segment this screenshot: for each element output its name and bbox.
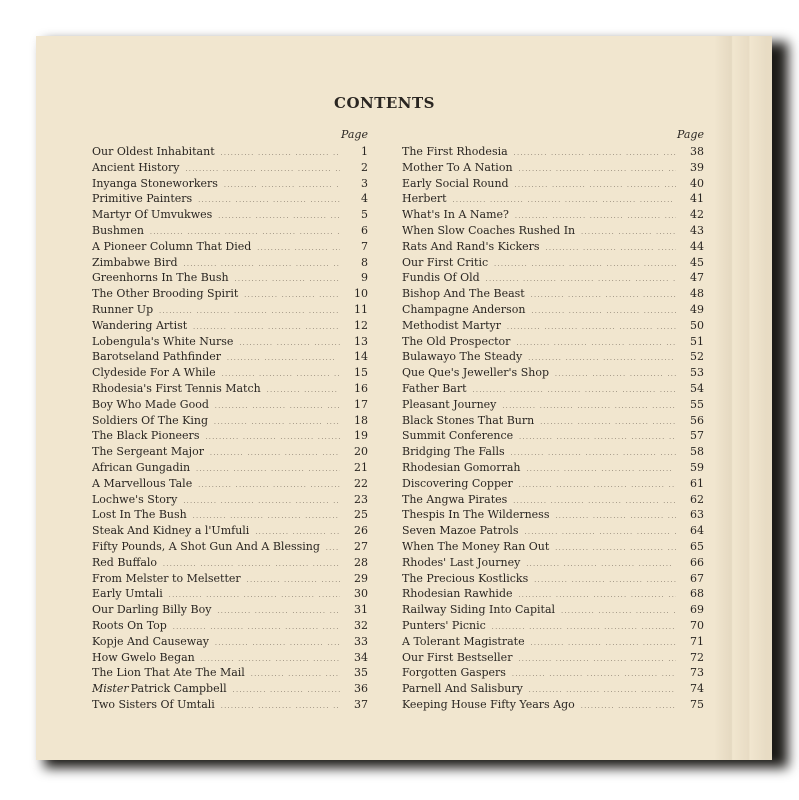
toc-entry <box>402 382 704 398</box>
toc-entry-page: 39 <box>690 160 704 174</box>
toc-entry-title: Martyr Of Umvukwes <box>92 208 213 222</box>
toc-entry-title: Steak And Kidney a l'Umfuli <box>92 524 250 538</box>
toc-entry <box>402 619 704 635</box>
toc-entry-page: 20 <box>354 445 368 459</box>
toc-entry <box>92 161 368 177</box>
toc-entry <box>402 335 704 351</box>
toc-column-left <box>92 128 368 714</box>
toc-entry-page: 55 <box>690 397 704 411</box>
toc-entry <box>92 414 368 430</box>
toc-entry <box>92 698 368 714</box>
leader-dots <box>235 276 340 283</box>
leader-dots <box>581 703 676 710</box>
page-edge <box>714 36 772 760</box>
toc-entry-title: A Tolerant Magistrate <box>402 634 525 648</box>
toc-entry <box>92 651 368 667</box>
toc-entry-page: 32 <box>354 618 368 632</box>
toc-entry-title: Our First Bestseller <box>402 650 513 664</box>
toc-entry-title <box>92 682 227 695</box>
toc-entry-page: 52 <box>690 350 704 364</box>
leader-dots <box>183 498 340 505</box>
toc-entry <box>402 303 704 319</box>
toc-entry <box>92 382 368 398</box>
toc-entry-title: Roots On Top <box>92 618 167 632</box>
toc-entry-page: 33 <box>354 634 368 648</box>
toc-entry-page: 40 <box>690 176 704 190</box>
toc-entry <box>402 240 704 256</box>
toc-entry-title: Runner Up <box>92 302 154 316</box>
leader-dots <box>257 245 340 252</box>
toc-entry-page: 26 <box>354 524 368 538</box>
toc-entry-page: 67 <box>690 571 704 585</box>
leader-dots <box>512 671 676 678</box>
toc-entry <box>402 651 704 667</box>
toc-entry <box>402 556 704 572</box>
toc-entry-title: The Lion That Ate The Mail <box>92 666 245 680</box>
toc-entry-page: 45 <box>690 255 704 269</box>
toc-entry-title: Early Umtali <box>92 587 163 601</box>
toc-entry-page: 54 <box>690 381 704 395</box>
leader-dots <box>169 592 340 599</box>
toc-entry-title: Greenhorns In The Bush <box>92 271 229 285</box>
toc-entry <box>92 635 368 651</box>
toc-entry-page: 17 <box>354 397 368 411</box>
toc-entry-title: What's In A Name? <box>402 208 509 222</box>
toc-entry <box>402 461 704 477</box>
toc-entry-page: 70 <box>690 618 704 632</box>
toc-entry-page: 3 <box>361 176 368 190</box>
leader-dots <box>215 403 340 410</box>
toc-entry-page: 7 <box>361 239 368 253</box>
toc-entry <box>402 366 704 382</box>
leader-dots <box>494 261 676 268</box>
toc-entry-title: Thespis In The Wilderness <box>402 508 550 522</box>
leader-dots <box>518 656 676 663</box>
toc-entry-page: 31 <box>354 603 368 617</box>
toc-entry-title: Herbert <box>402 192 447 206</box>
toc-entry-page: 13 <box>354 334 368 348</box>
toc-entry <box>92 208 368 224</box>
toc-entry <box>402 208 704 224</box>
leader-dots <box>519 166 676 173</box>
toc-entry-title: Rhodesian Rawhide <box>402 587 513 601</box>
leader-dots <box>227 355 340 362</box>
leader-dots <box>150 229 340 236</box>
leader-dots <box>267 387 340 394</box>
toc-entry-title-rest: Patrick Campbell <box>130 682 227 696</box>
toc-entry-title: Early Social Round <box>402 176 509 190</box>
toc-entry-title: The Precious Kostlicks <box>402 571 529 585</box>
leader-dots <box>529 687 676 694</box>
toc-entry-page: 56 <box>690 413 704 427</box>
toc-entry-page: 36 <box>354 682 368 696</box>
toc-entry-title: African Gungadin <box>92 460 191 474</box>
toc-entry-page: 27 <box>354 539 368 553</box>
leader-dots <box>193 324 340 331</box>
leader-dots <box>526 466 676 473</box>
toc-entry-title: Seven Mazoe Patrols <box>402 524 519 538</box>
toc-entry-page: 61 <box>690 476 704 490</box>
toc-entry <box>402 145 704 161</box>
toc-entry <box>92 556 368 572</box>
leader-dots <box>515 182 676 189</box>
toc-entry <box>92 572 368 588</box>
toc-entry <box>92 540 368 556</box>
toc-entry-title: The Other Brooding Spirit <box>92 287 239 301</box>
leader-dots <box>198 482 340 489</box>
toc-entry <box>402 508 704 524</box>
toc-entry-page: 48 <box>690 287 704 301</box>
leader-dots <box>214 419 340 426</box>
toc-entry-title: Red Buffalo <box>92 555 158 569</box>
toc-entry-title: Summit Conference <box>402 429 514 443</box>
toc-entry <box>92 319 368 335</box>
leader-dots <box>239 340 340 347</box>
leader-dots <box>247 577 340 584</box>
leader-dots <box>159 308 340 315</box>
toc-entry <box>402 477 704 493</box>
toc-entry-title: Our First Critic <box>402 255 489 269</box>
contents-page <box>36 36 772 760</box>
leader-dots <box>186 166 341 173</box>
toc-entry <box>402 445 704 461</box>
toc-entry-page: 59 <box>690 460 704 474</box>
toc-entry-title: Rhodesian Gomorrah <box>402 460 521 474</box>
toc-entry-title: Forgotten Gaspers <box>402 666 506 680</box>
toc-entry-page: 8 <box>361 255 368 269</box>
toc-entry-page: 57 <box>690 429 704 443</box>
toc-entry-page: 69 <box>690 603 704 617</box>
toc-entry-page: 42 <box>690 208 704 222</box>
toc-entry-page: 66 <box>690 555 704 569</box>
toc-entry-page: 10 <box>354 287 368 301</box>
toc-entry <box>92 682 368 698</box>
toc-entry-page: 14 <box>354 350 368 364</box>
toc-entry-title: The Sergeant Major <box>92 445 204 459</box>
toc-entry-title: Keeping House Fifty Years Ago <box>402 697 575 711</box>
toc-entry-page: 16 <box>354 381 368 395</box>
toc-entry-title: When Slow Coaches Rushed In <box>402 223 576 237</box>
toc-entry <box>92 508 368 524</box>
toc-entry <box>402 493 704 509</box>
toc-entry-page: 2 <box>361 160 368 174</box>
toc-entry <box>402 256 704 272</box>
leader-dots <box>210 450 340 457</box>
toc-entry-title: A Pioneer Column That Died <box>92 239 252 253</box>
leader-dots <box>244 292 340 299</box>
toc-entry-title: Kopje And Causeway <box>92 634 209 648</box>
toc-entry <box>402 603 704 619</box>
toc-entry <box>92 603 368 619</box>
toc-entry-page: 15 <box>354 366 368 380</box>
toc-entry-title: Railway Siding Into Capital <box>402 603 556 617</box>
toc-entry <box>92 587 368 603</box>
leader-dots <box>221 703 340 710</box>
toc-entry-page: 41 <box>690 192 704 206</box>
toc-entry-page: 11 <box>354 302 368 316</box>
toc-entry-page: 75 <box>690 697 704 711</box>
toc-column-right <box>402 128 704 714</box>
toc-entry-title: Que Que's Jeweller's Shop <box>402 366 549 380</box>
toc-entry <box>402 414 704 430</box>
leader-dots <box>525 529 676 536</box>
toc-entry <box>402 224 704 240</box>
toc-entry <box>402 271 704 287</box>
leader-dots <box>526 561 676 568</box>
leader-dots <box>561 608 676 615</box>
leader-dots <box>531 640 676 647</box>
toc-entry-title: Rats And Rand's Kickers <box>402 239 540 253</box>
toc-entry-title: Soldiers Of The King <box>92 413 209 427</box>
toc-entry <box>92 177 368 193</box>
toc-entry-page: 50 <box>690 318 704 332</box>
leader-dots <box>233 687 340 694</box>
leader-dots <box>555 545 676 552</box>
toc-entry <box>402 287 704 303</box>
leader-dots <box>516 340 676 347</box>
leader-dots <box>519 482 676 489</box>
leader-dots <box>196 466 340 473</box>
toc-entry-title: Mother To A Nation <box>402 160 513 174</box>
toc-entry <box>92 224 368 240</box>
toc-entry-title: The Black Pioneers <box>92 429 200 443</box>
toc-entry <box>402 524 704 540</box>
toc-entry-title: Clydeside For A While <box>92 366 216 380</box>
toc-entry <box>92 335 368 351</box>
toc-entry-page: 4 <box>361 192 368 206</box>
toc-entry <box>402 192 704 208</box>
toc-entry <box>92 445 368 461</box>
toc-entry-title: Punters' Picnic <box>402 618 486 632</box>
toc-entry <box>402 540 704 556</box>
toc-entry <box>92 398 368 414</box>
leader-dots <box>198 197 340 204</box>
toc-entry-title: When The Money Ran Out <box>402 539 550 553</box>
toc-entry <box>92 256 368 272</box>
toc-entry <box>92 461 368 477</box>
toc-entry <box>92 303 368 319</box>
toc-entry-page: 19 <box>354 429 368 443</box>
toc-entry-title: Father Bart <box>402 381 467 395</box>
toc-entry-page: 28 <box>354 555 368 569</box>
toc-entry-page: 58 <box>690 445 704 459</box>
toc-entry <box>92 477 368 493</box>
toc-entry-title: Lost In The Bush <box>92 508 187 522</box>
leader-dots <box>326 545 340 552</box>
toc-entry <box>402 635 704 651</box>
toc-entry-page: 37 <box>354 697 368 711</box>
leader-dots <box>218 213 340 220</box>
toc-entry <box>402 429 704 445</box>
toc-entry <box>92 429 368 445</box>
toc-entry-page: 12 <box>354 318 368 332</box>
toc-entry <box>92 145 368 161</box>
toc-entry-page: 5 <box>361 208 368 222</box>
leader-dots <box>163 561 340 568</box>
toc-entry <box>402 572 704 588</box>
toc-entry-page: 44 <box>690 239 704 253</box>
toc-entry-title: Pleasant Journey <box>402 397 497 411</box>
toc-entry <box>402 682 704 698</box>
toc-entry-title: Black Stones That Burn <box>402 413 535 427</box>
toc-entry-title: Methodist Martyr <box>402 318 501 332</box>
toc-entry-page: 29 <box>354 571 368 585</box>
leader-dots <box>255 529 340 536</box>
leader-dots <box>215 640 340 647</box>
leader-dots <box>486 276 676 283</box>
leader-dots <box>184 261 340 268</box>
leader-dots <box>531 292 676 299</box>
leader-dots <box>222 371 340 378</box>
toc-entry-page: 65 <box>690 539 704 553</box>
leader-dots <box>581 229 676 236</box>
toc-entry-title: Bishop And The Beast <box>402 287 525 301</box>
leader-dots <box>492 624 676 631</box>
toc-entry-title-italic: Mister <box>92 682 129 696</box>
toc-entry <box>402 177 704 193</box>
toc-entry-title: Champagne Anderson <box>402 302 526 316</box>
toc-entry <box>92 366 368 382</box>
toc-entry-title: Bridging The Falls <box>402 445 505 459</box>
leader-dots <box>217 608 340 615</box>
toc-entry <box>92 493 368 509</box>
leader-dots <box>546 245 676 252</box>
leader-dots <box>193 513 340 520</box>
toc-entry-page: 64 <box>690 524 704 538</box>
toc-entry-title: Our Oldest Inhabitant <box>92 145 215 158</box>
toc-entry-page: 71 <box>690 634 704 648</box>
leader-dots <box>201 656 340 663</box>
leader-dots <box>531 308 676 315</box>
leader-dots <box>473 387 676 394</box>
toc-entry-page: 6 <box>361 223 368 237</box>
toc-entry <box>402 698 704 714</box>
toc-entry-page: 62 <box>690 492 704 506</box>
leader-dots <box>540 419 676 426</box>
toc-entry-title: Fifty Pounds, A Shot Gun And A Blessing <box>92 539 320 553</box>
toc-entry-page: 63 <box>690 508 704 522</box>
leader-dots <box>555 371 676 378</box>
toc-entry-page: 68 <box>690 587 704 601</box>
toc-entry-title: Parnell And Salisbury <box>402 682 523 696</box>
page-column-label-right: Page <box>676 128 704 141</box>
leader-dots <box>511 450 676 457</box>
toc-entry-page: 30 <box>354 587 368 601</box>
leader-dots <box>251 671 340 678</box>
leader-dots <box>515 213 676 220</box>
toc-entry <box>92 271 368 287</box>
toc-entry <box>402 398 704 414</box>
page-column-label-left: Page <box>340 128 368 141</box>
toc-entry-title: How Gwelo Began <box>92 650 195 664</box>
toc-entry-page: 51 <box>690 334 704 348</box>
leader-dots <box>173 624 340 631</box>
toc-entry-title: Bulawayo The Steady <box>402 350 523 364</box>
toc-entry-page: 25 <box>354 508 368 522</box>
toc-entry-page: 18 <box>354 413 368 427</box>
toc-entry-page: 47 <box>690 271 704 285</box>
toc-entry-title: The First Rhodesia <box>402 145 508 158</box>
leader-dots <box>502 403 676 410</box>
leader-dots <box>528 355 676 362</box>
toc-entry-title: Bushmen <box>92 223 144 237</box>
toc-entry <box>92 287 368 303</box>
toc-entry-title: Lobengula's White Nurse <box>92 334 234 348</box>
toc-entry-title: Zimbabwe Bird <box>92 255 178 269</box>
leader-dots <box>205 434 340 441</box>
leader-dots <box>519 434 676 441</box>
toc-entry-page: 72 <box>690 650 704 664</box>
toc-entry <box>92 192 368 208</box>
toc-entry <box>402 666 704 682</box>
leader-dots <box>221 150 340 157</box>
toc-entry-title: A Marvellous Tale <box>92 476 193 490</box>
leader-dots <box>513 498 676 505</box>
toc-entry-title: Lochwe's Story <box>92 492 178 506</box>
toc-entry-title: The Angwa Pirates <box>402 492 508 506</box>
leader-dots <box>555 513 676 520</box>
toc-entry-page: 22 <box>354 476 368 490</box>
toc-entry <box>402 319 704 335</box>
toc-entry-page: 53 <box>690 366 704 380</box>
toc-entry-title: Barotseland Pathfinder <box>92 350 221 364</box>
toc-entry <box>92 619 368 635</box>
leader-dots <box>224 182 340 189</box>
toc-entry-page: 43 <box>690 223 704 237</box>
toc-entry-page: 74 <box>690 682 704 696</box>
toc-entry-title: Inyanga Stoneworkers <box>92 176 218 190</box>
toc-entry <box>402 350 704 366</box>
leader-dots <box>507 324 676 331</box>
toc-entry-title: Rhodes' Last Journey <box>402 555 521 569</box>
leader-dots <box>534 577 676 584</box>
leader-dots <box>514 150 676 157</box>
leader-dots <box>519 592 676 599</box>
toc-entry-page: 9 <box>361 271 368 285</box>
toc-entry-title: Fundis Of Old <box>402 271 480 285</box>
toc-entry <box>92 666 368 682</box>
toc-entry-title: Rhodesia's First Tennis Match <box>92 381 261 395</box>
toc-entry-title: Discovering Copper <box>402 476 513 490</box>
toc-entry-page: 34 <box>354 650 368 664</box>
toc-entry <box>92 350 368 366</box>
toc-entry <box>402 587 704 603</box>
toc-entry-page: 38 <box>690 145 704 158</box>
page-title: CONTENTS <box>334 94 436 112</box>
leader-dots <box>453 197 676 204</box>
toc-entry <box>402 161 704 177</box>
toc-entry-page: 21 <box>354 460 368 474</box>
toc-entry-title: The Old Prospector <box>402 334 511 348</box>
toc-entry-page: 23 <box>354 492 368 506</box>
toc-entry-title: Primitive Painters <box>92 192 193 206</box>
toc-entry <box>92 240 368 256</box>
toc-entry-title: Two Sisters Of Umtali <box>92 697 215 711</box>
toc-entry <box>92 524 368 540</box>
toc-entry-page: 35 <box>354 666 368 680</box>
toc-entry-title: Ancient History <box>92 160 180 174</box>
toc-entry-title: Wandering Artist <box>92 318 188 332</box>
toc-entry-page: 49 <box>690 302 704 316</box>
toc-entry-page: 73 <box>690 666 704 680</box>
toc-entry-title: From Melster to Melsetter <box>92 571 241 585</box>
toc-entry-title: Boy Who Made Good <box>92 397 209 411</box>
toc-entry-page: 1 <box>361 145 368 158</box>
toc-entry-title: Our Darling Billy Boy <box>92 603 212 617</box>
